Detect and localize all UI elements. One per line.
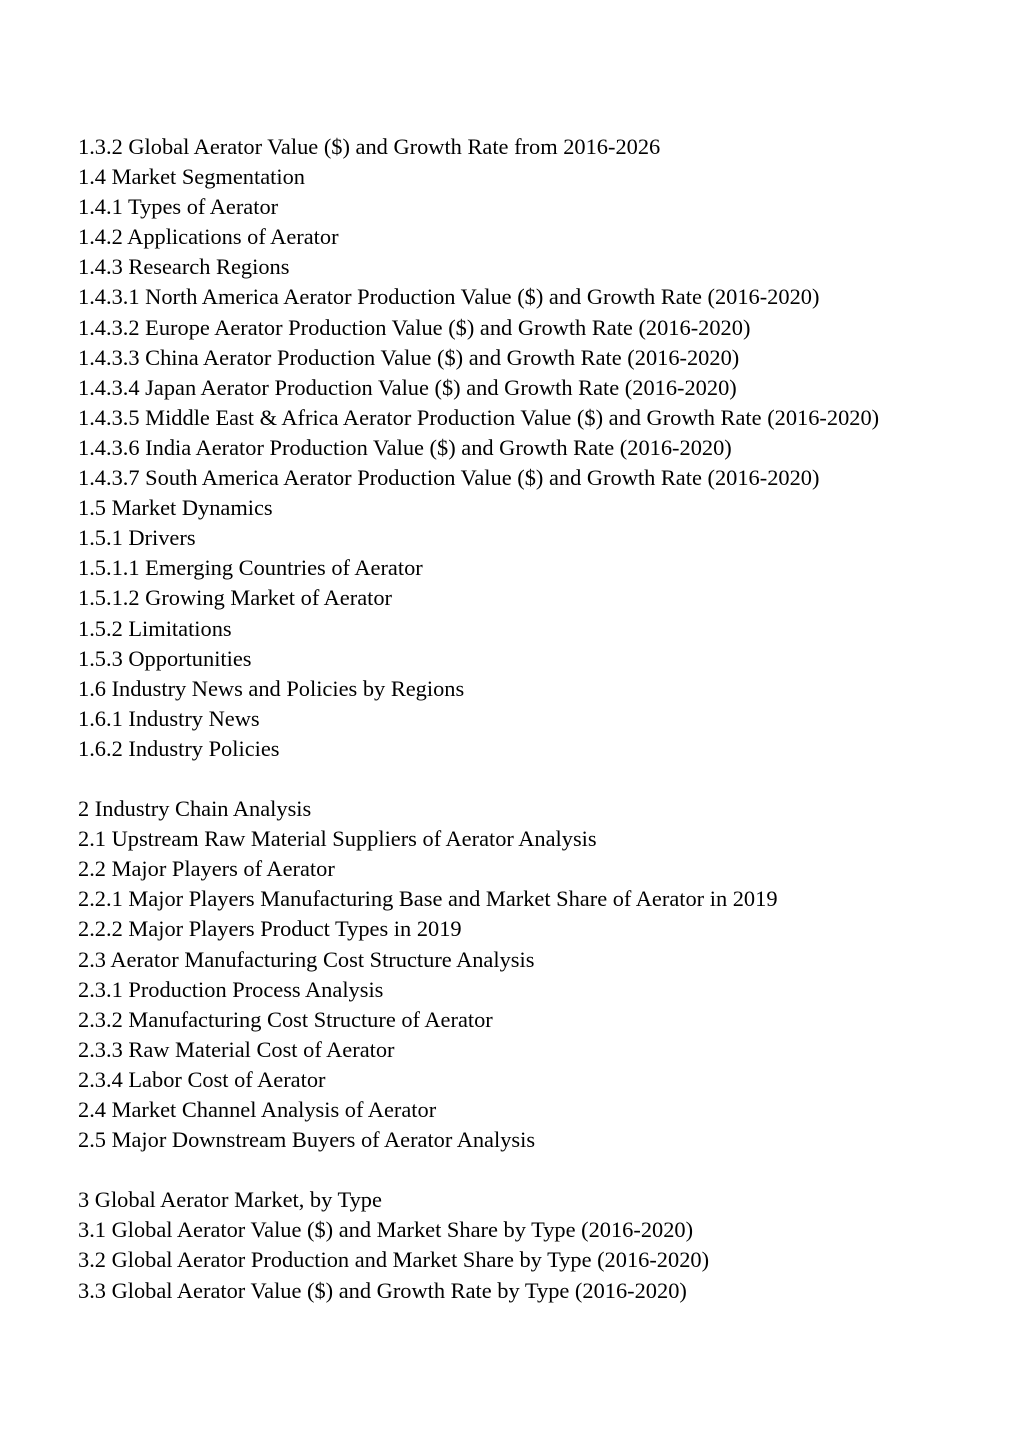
toc-entry: 1.4.3.4 Japan Aerator Production Value ($) and Growth Rate (2016-2020): [78, 374, 737, 400]
toc-entry: 1.5.1.2 Growing Market of Aerator: [78, 585, 393, 611]
toc-entry: 1.4.3.6 India Aerator Production Value ($) and Growth Rate (2016-2020): [78, 434, 732, 460]
toc-entry: 1.6 Industry News and Policies by Regions: [78, 675, 465, 701]
toc-entry: 1.4.3.3 China Aerator Production Value ($) and Growth Rate (2016-2020): [78, 344, 740, 370]
toc-entry: 2.3.1 Production Process Analysis: [78, 976, 384, 1002]
toc-entry: 1.5.1.1 Emerging Countries of Aerator: [78, 555, 423, 581]
toc-entry: 1.4.3.1 North America Aerator Production Value ($) and Growth Rate (2016-2020): [78, 284, 820, 310]
toc-chapter-heading: 3 Global Aerator Market, by Type: [78, 1187, 382, 1213]
toc-chapter-heading: 2 Industry Chain Analysis: [78, 796, 312, 822]
toc-entry: 1.4.2 Applications of Aerator: [78, 224, 339, 250]
toc-entry: 1.4.1 Types of Aerator: [78, 194, 279, 220]
toc-entry: 1.5.1 Drivers: [78, 525, 196, 551]
toc-entry: 1.4.3.5 Middle East & Africa Aerator Production Value ($) and Growth Rate (2016-2020): [78, 404, 880, 430]
toc-entry: 3.1 Global Aerator Value ($) and Market Share by Type (2016-2020): [78, 1217, 694, 1243]
toc-entry: 1.4 Market Segmentation: [78, 164, 305, 190]
toc-entry: 1.5 Market Dynamics: [78, 495, 273, 521]
toc-entry: 2.3.3 Raw Material Cost of Aerator: [78, 1036, 395, 1062]
toc-entry: 2.4 Market Channel Analysis of Aerator: [78, 1097, 437, 1122]
toc-entry: 2.3.4 Labor Cost of Aerator: [78, 1066, 326, 1092]
toc-entry: 1.5.3 Opportunities: [78, 645, 252, 671]
toc-entry: 2.2.2 Major Players Product Types in 2019: [78, 916, 462, 942]
toc-entry: 3.2 Global Aerator Production and Market Share by Type (2016-2020): [78, 1247, 710, 1273]
toc-entry: 2.2 Major Players of Aerator: [78, 856, 335, 882]
toc-entry: 2.3.2 Manufacturing Cost Structure of Aerator: [78, 1006, 493, 1032]
toc-entry: 2.5 Major Downstream Buyers of Aerator Analysis: [78, 1127, 536, 1153]
toc-entry: 2.3 Aerator Manufacturing Cost Structure Analysis: [78, 946, 535, 972]
toc-entry: 1.6.1 Industry News: [78, 705, 260, 731]
toc-entry: 1.3.2 Global Aerator Value ($) and Growth Rate from 2016-2026: [78, 134, 661, 159]
toc-entry: 2.1 Upstream Raw Material Suppliers of Aerator Analysis: [78, 826, 597, 852]
toc-entry: 3.3 Global Aerator Value ($) and Growth Rate by Type (2016-2020): [78, 1277, 687, 1303]
toc-entry: 1.4.3.7 South America Aerator Production Value ($) and Growth Rate (2016-2020): [78, 465, 820, 491]
toc-entry: 2.2.1 Major Players Manufacturing Base and Market Share of Aerator in 2019: [78, 886, 778, 912]
table-of-contents: [78, 132, 1008, 1306]
toc-entry: 1.4.3 Research Regions: [78, 254, 290, 280]
toc-entry: 1.6.2 Industry Policies: [78, 735, 280, 761]
toc-entry: 1.5.2 Limitations: [78, 615, 232, 641]
toc-entry: 1.4.3.2 Europe Aerator Production Value ($) and Growth Rate (2016-2020): [78, 314, 751, 340]
